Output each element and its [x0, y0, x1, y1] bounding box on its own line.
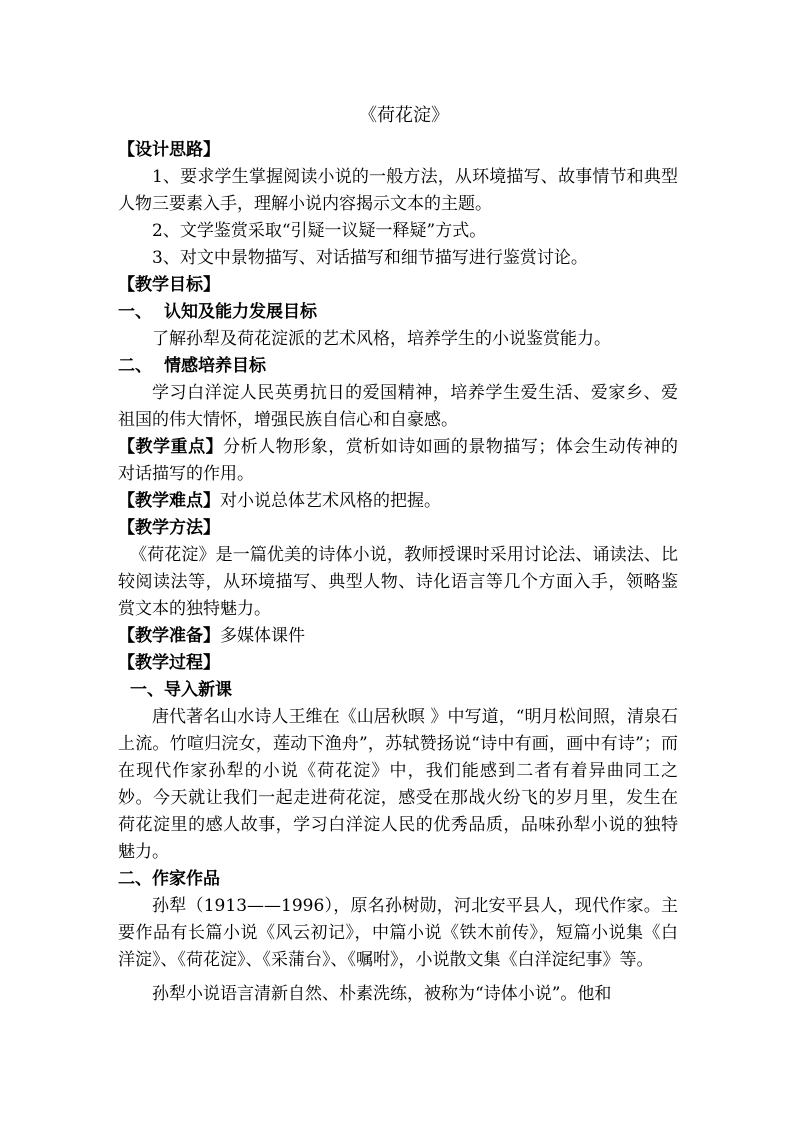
- goal-1-text: 了解孙犁及荷花淀派的艺术风格，培养学生的小说鉴赏能力。: [152, 329, 611, 349]
- section-heading-design: 【设计思路】: [118, 140, 220, 160]
- design-item-1: 1、要求学生掌握阅读小说的一般方法，从环境描写、故事情节和典型人物三要素入手，理解小说内容揭示文本的主题。: [118, 167, 678, 214]
- design-item-2: 2、文学鉴赏采取“引疑一议疑一释疑”方式。: [152, 221, 487, 241]
- goal-2-number: 二、: [118, 356, 152, 376]
- process-step-1-text: 唐代著名山水诗人王维在《山居秋暝 》中写道，“明月松间照，清泉石上流。竹喧归浣女，莲动下渔舟”，苏轼赞扬说“诗中有画，画中有诗”；而在现代作家孙犁的小说《荷花淀》中，我们能感到二者有着异曲同工之妙。今天就让我们一起走进荷花淀，感受在那战火纷飞的岁月里，发生在荷花淀里的感人故事，学习白洋淀人民的优秀品质，品味孙犁小说的独特魅力。: [118, 707, 678, 862]
- difficulty-text: 对小说总体艺术风格的把握。: [220, 491, 441, 511]
- preparation: [118, 623, 678, 650]
- key-points: [118, 434, 678, 488]
- goal-2-title: 情感培养目标: [164, 356, 266, 376]
- design-item-3: 3、对文中景物描写、对话描写和细节描写进行鉴赏讨论。: [152, 248, 588, 268]
- document-body: [118, 101, 678, 1008]
- process-step-2-heading: 二、作家作品: [118, 869, 220, 889]
- goal-2-text: 学习白洋淀人民英勇抗日的爱国精神，培养学生爱生活、爱家乡、爱祖国的伟大情怀，增强民族自信心和自豪感。: [118, 383, 678, 430]
- method-text: 《荷花淀》是一篇优美的诗体小说，教师授课时采用讨论法、诵读法、比较阅读法等，从环境描写、典型人物、诗化语言等几个方面入手，领略鉴赏文本的独特魅力。: [118, 545, 678, 619]
- author-paragraph-2: 孙犁小说语言清新自然、朴素洗练，被称为“诗体小说”。他和: [152, 984, 612, 1004]
- section-heading-goals: 【教学目标】: [118, 275, 220, 295]
- key-points-text: 分析人物形象，赏析如诗如画的景物描写；体会生动传神的对话描写的作用。: [118, 437, 679, 484]
- author-paragraph-1: 孙犁（1913——1996），原名孙树勋，河北安平县人，现代作家。主要作品有长篇小说《风云初记》，中篇小说《铁木前传》，短篇小说集《白洋淀》、《荷花淀》、《采蒲台》、《嘱咐》，小说散文集《白洋淀纪事》等。: [118, 896, 678, 970]
- page-title: 《荷花淀》: [359, 105, 449, 126]
- goal-2-heading: [118, 353, 678, 380]
- difficulty-label: 【教学难点】: [118, 491, 220, 511]
- goal-1-heading: [118, 299, 678, 326]
- goal-1-title: 认知及能力发展目标: [164, 302, 317, 322]
- section-heading-method: 【教学方法】: [118, 518, 220, 538]
- key-points-label: 【教学重点】: [118, 437, 224, 457]
- process-step-1-heading: 一、导入新课: [130, 680, 232, 700]
- goal-1-number: 一、: [118, 302, 152, 322]
- preparation-label: 【教学准备】: [118, 626, 220, 646]
- preparation-text: 多媒体课件: [220, 626, 305, 646]
- section-heading-process: 【教学过程】: [118, 653, 220, 673]
- difficulty: [118, 488, 678, 515]
